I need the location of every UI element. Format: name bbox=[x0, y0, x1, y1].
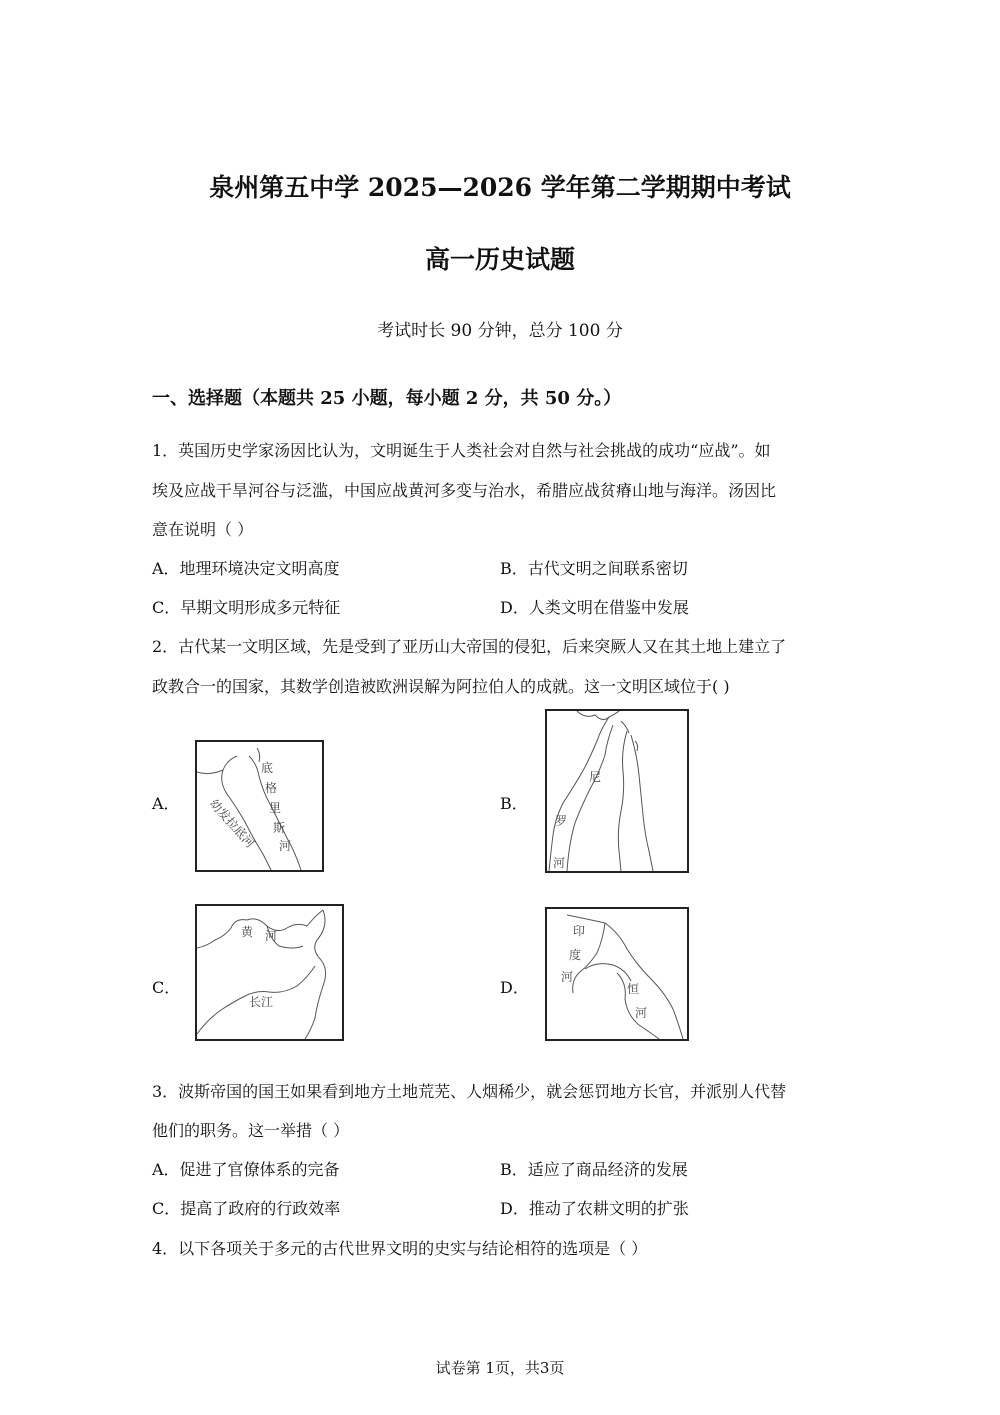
q3-option-d: D．推动了农耕文明的扩张 bbox=[500, 1199, 689, 1218]
map-a-label-4: 斯 bbox=[273, 821, 286, 835]
q2-line-2: 政教合一的国家，其数学创造被欧洲误解为阿拉伯人的成就。这一文明区域位于( ) bbox=[152, 677, 730, 696]
q1-option-a: A．地理环境决定文明高度 bbox=[152, 559, 340, 578]
q4-line-1: 4．以下各项关于多元的古代世界文明的史实与结论相符的选项是（ ） bbox=[152, 1239, 648, 1258]
q3-option-c: C．提高了政府的行政效率 bbox=[152, 1199, 341, 1218]
map-c-label-2: 河 bbox=[265, 929, 278, 943]
map-b-label-2: 罗 bbox=[555, 814, 568, 828]
map-a-label-5: 河 bbox=[279, 839, 292, 853]
map-a-label-euphrates: 幼发拉底河 bbox=[206, 796, 258, 851]
q2-line-1: 2．古代某一文明区域，先是受到了亚历山大帝国的侵犯，后来突厥人又在其土地上建立了 bbox=[152, 637, 787, 656]
exam-subtitle: 高一历史试题 bbox=[424, 245, 575, 274]
map-a-label-1: 底 bbox=[261, 761, 274, 775]
map-nile bbox=[545, 709, 689, 873]
map-d-label-3: 河 bbox=[561, 970, 574, 984]
exam-title: 泉州第五中学 2025—2026 学年第二学期期中考试 bbox=[209, 173, 791, 202]
q1-line-2: 埃及应战干旱河谷与泛滥，中国应战黄河多变与治水，希腊应战贫瘠山地与海洋。汤因比 bbox=[152, 481, 777, 500]
map-d-label-1: 印 bbox=[573, 924, 586, 938]
q3-option-b: B．适应了商品经济的发展 bbox=[500, 1160, 688, 1179]
q1-line-3: 意在说明（ ） bbox=[152, 520, 254, 539]
q2-option-a-label: A． bbox=[152, 794, 180, 813]
section-heading: 一、选择题（本题共 25 小题，每小题 2 分，共 50 分。） bbox=[152, 388, 622, 409]
map-d-label-2: 度 bbox=[569, 948, 582, 962]
map-d-label-4: 恒 bbox=[627, 982, 640, 996]
q1-line-1: 1．英国历史学家汤因比认为，文明诞生于人类社会对自然与社会挑战的成功“应战”。如 bbox=[152, 441, 771, 460]
q1-option-c: C．早期文明形成多元特征 bbox=[152, 598, 341, 617]
exam-note: 考试时长 90 分钟，总分 100 分 bbox=[377, 321, 623, 341]
q3-line-1: 3．波斯帝国的国王如果看到地方土地荒芜、人烟稀少，就会惩罚地方长官，并派别人代替 bbox=[152, 1082, 787, 1101]
map-c-label-1: 黄 bbox=[241, 925, 254, 939]
q1-option-d: D．人类文明在借鉴中发展 bbox=[500, 598, 689, 617]
q3-option-a: A．促进了官僚体系的完备 bbox=[152, 1160, 340, 1179]
q2-option-b-label: B． bbox=[500, 794, 528, 813]
q2-option-c-label: C． bbox=[152, 978, 181, 997]
page-footer: 试卷第 1页，共3页 bbox=[435, 1359, 565, 1377]
map-mesopotamia bbox=[195, 740, 324, 872]
map-b-label-1: 尼 bbox=[589, 770, 602, 784]
map-b-label-3: 河 bbox=[553, 856, 566, 870]
q3-line-2: 他们的职务。这一举措（ ） bbox=[152, 1121, 350, 1140]
map-c-label-yangtze: 长江 bbox=[249, 995, 274, 1009]
map-china-rivers bbox=[195, 904, 344, 1041]
q1-option-b: B．古代文明之间联系密切 bbox=[500, 559, 688, 578]
map-d-label-5: 河 bbox=[635, 1006, 648, 1020]
map-a-label-2: 格 bbox=[265, 781, 278, 795]
map-india-rivers bbox=[545, 907, 689, 1041]
q2-option-d-label: D． bbox=[500, 978, 529, 997]
map-a-label-3: 里 bbox=[269, 801, 282, 815]
